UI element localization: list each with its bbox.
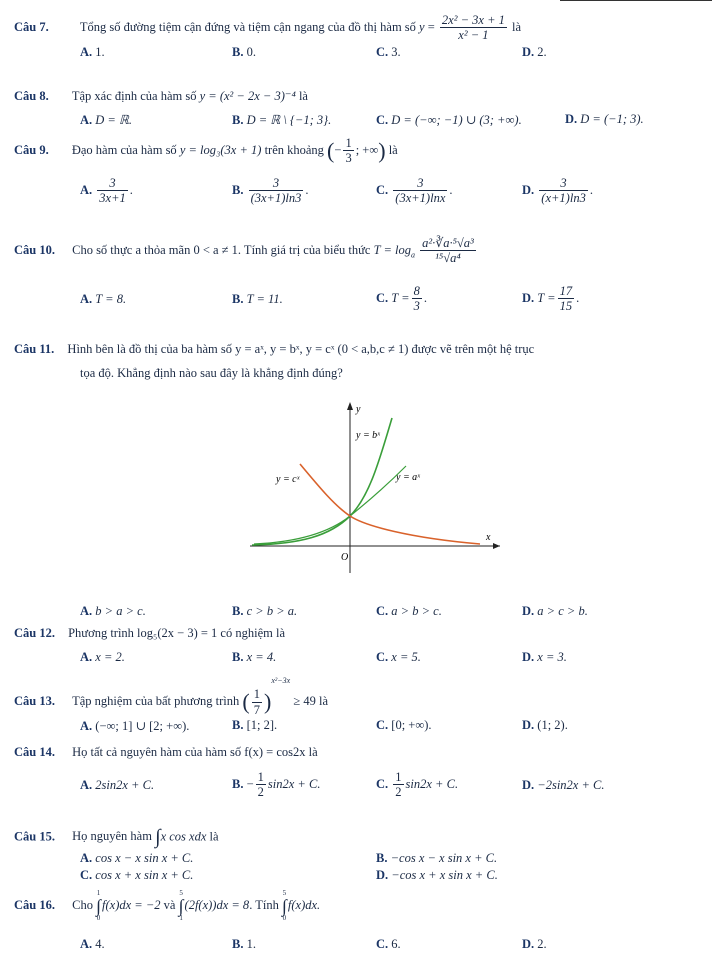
option-den: 3x+1	[99, 191, 126, 206]
q9-option-a[interactable]: A. $\frac{3}{3x+1}$ .	[80, 176, 133, 206]
option-label: A.	[80, 182, 93, 197]
q9-interval-tail: ; +∞	[355, 142, 379, 157]
option-text: −cos x − x sin x + C.	[390, 851, 498, 865]
option-label: C.	[376, 182, 389, 197]
top-rule	[560, 0, 712, 1]
option-text: 3.	[391, 45, 401, 59]
q16-va: và	[163, 897, 176, 912]
q9-interval-fraction	[343, 136, 353, 166]
option-label: B.	[232, 113, 244, 127]
q13-option-a[interactable]	[80, 718, 189, 734]
option-text: 2.	[537, 937, 547, 951]
q13-base-num: 1	[253, 687, 260, 702]
q15-line	[14, 826, 219, 849]
option-label: D.	[522, 650, 535, 664]
q11-option-b[interactable]	[232, 604, 297, 619]
integral-1-body: f(x)dx = −2	[102, 897, 161, 912]
option-text: cos x − x sin x + C.	[95, 851, 194, 865]
q15-option-c[interactable]	[80, 868, 193, 883]
q9-paren-close: )	[378, 137, 386, 163]
origin-label: O	[341, 552, 349, 563]
q11-option-a[interactable]	[80, 604, 146, 619]
option-text: (−∞; 1] ∪ [2; +∞).	[95, 719, 190, 733]
q11-option-d[interactable]	[522, 604, 588, 619]
option-text: −cos x + x sin x + C.	[391, 868, 498, 882]
q7-fraction-den: x² − 1	[458, 28, 489, 43]
option-fraction	[97, 176, 127, 206]
option-label: D.	[565, 112, 578, 126]
option-label: D.	[522, 778, 535, 792]
q7-tail: là	[512, 19, 522, 34]
curve-a-label: y = aˣ	[396, 472, 421, 483]
q11-text-1: Hình bên là đồ thị của ba hàm số y = aˣ, y = bˣ, y = cˣ (0 < a,b,c ≠ 1) được vẽ trên một hệ trục	[67, 342, 535, 356]
q13-option-c[interactable]	[376, 718, 432, 733]
q15-option-d[interactable]	[376, 868, 498, 883]
option-fraction	[393, 176, 447, 206]
q7-text: Tổng số đường tiệm cận đứng và tiệm cận ngang của đồ thị hàm số	[79, 19, 416, 34]
option-text: T =	[391, 290, 410, 305]
q15-text: Họ nguyên hàm	[72, 829, 152, 844]
q12-option-a[interactable]	[80, 650, 125, 665]
q10-option-c[interactable]: C. T = $\frac{8}{3}$ .	[376, 284, 427, 314]
option-label: C.	[376, 113, 389, 127]
integral-upper: 1	[96, 889, 101, 897]
option-text: 0.	[246, 45, 256, 59]
x-axis-arrow	[493, 543, 500, 549]
option-num: 3	[97, 176, 127, 191]
option-text: x = 4.	[246, 650, 277, 664]
curve-c-label: y = cˣ	[276, 474, 300, 485]
option-label: B.	[232, 182, 244, 197]
q7-option-b[interactable]	[232, 45, 256, 60]
q8-option-a[interactable]	[80, 112, 132, 128]
integral-upper: 5	[282, 889, 287, 897]
q11-text-2: tọa độ. Khẳng định nào sau đây là khẳng định đúng?	[80, 366, 343, 380]
option-label: D.	[522, 604, 535, 618]
option-label: A.	[80, 719, 93, 733]
integral-lower: 0	[96, 914, 101, 922]
option-text: b > a > c.	[95, 604, 146, 618]
option-label: C.	[376, 45, 389, 59]
q7-option-a[interactable]	[80, 45, 105, 60]
option-den: 3	[413, 299, 420, 314]
q14-option-c[interactable]	[376, 770, 458, 800]
q10-number: Câu 10.	[14, 242, 55, 257]
q8-tail: là	[298, 89, 308, 103]
q15-option-a[interactable]	[80, 851, 193, 866]
integral-3-body: f(x)dx.	[287, 897, 321, 912]
option-label: B.	[232, 718, 244, 732]
option-text: 6.	[391, 937, 401, 951]
option-label: B.	[232, 650, 244, 664]
q16-option-d[interactable]	[522, 937, 547, 952]
q14-number: Câu 14.	[14, 745, 55, 759]
q9-text: Đạo hàm của hàm số	[71, 142, 177, 157]
integral-2-body: (2f(x))dx = 8	[184, 897, 250, 912]
q10-expr-den: ¹⁵√a⁴	[435, 251, 461, 266]
q16-number: Câu 16.	[14, 897, 55, 912]
q9-formula: y = log₃(3x + 1)	[179, 142, 262, 157]
option-text: sin2x + C.	[405, 776, 459, 791]
option-label: B.	[232, 776, 244, 791]
q14-option-d[interactable]	[522, 778, 605, 793]
option-text: D = ℝ.	[95, 113, 133, 127]
q8-text: Tập xác định của hàm số	[71, 89, 197, 103]
q13-base-den: 7	[253, 702, 260, 717]
integral-icon: ∫	[96, 896, 102, 916]
q7-option-c[interactable]	[376, 45, 401, 60]
option-label: A.	[80, 113, 93, 127]
option-text: [0; +∞).	[391, 718, 432, 732]
option-text: x = 3.	[537, 650, 567, 664]
integral-2	[179, 890, 184, 922]
q9-interval-num: 1	[345, 136, 352, 150]
option-num: 17	[559, 284, 573, 298]
option-label: B.	[232, 937, 244, 951]
q13-tail: là	[318, 694, 328, 708]
option-den: 15	[559, 299, 573, 314]
q13-text: Tập nghiệm của bất phương trình	[72, 694, 240, 708]
integral-3	[282, 890, 287, 922]
option-den: (x+1)ln3	[541, 191, 586, 206]
q8-option-c[interactable]	[376, 112, 522, 128]
q10-expr-lhs: T = log	[373, 242, 411, 257]
x-axis-label: x	[486, 532, 491, 543]
q7-option-d[interactable]	[522, 45, 547, 60]
option-text: T = 11.	[246, 292, 283, 306]
q12-option-c[interactable]	[376, 650, 421, 665]
q12-option-d[interactable]	[522, 650, 567, 665]
option-num: 1	[257, 770, 264, 784]
option-num: 3	[539, 176, 588, 191]
q8-line	[14, 88, 308, 104]
q11-option-c[interactable]	[376, 604, 442, 619]
q10-expr-base: a	[410, 250, 415, 260]
q8-option-d[interactable]	[565, 112, 644, 127]
q14-option-b[interactable]	[232, 770, 320, 800]
y-axis-label: y	[356, 404, 361, 415]
option-label: D.	[522, 182, 535, 197]
option-label: C.	[376, 937, 389, 951]
q13-exponent: x²−3x	[271, 676, 291, 685]
q9-paren-open: (	[327, 137, 335, 163]
q10-text: Cho số thực a thỏa mãn 0 < a ≠ 1. Tính giá trị của biểu thức	[72, 242, 371, 257]
q7-line: Câu 7. Tổng số đường tiệm cận đứng và tiệm cận ngang của đồ thị hàm số y = $\frac{\text{2x² − 3x + 1}}{\text{x² − 1}}$ là	[14, 13, 522, 43]
q15-option-b[interactable]	[376, 851, 497, 866]
q12-number: Câu 12.	[14, 626, 55, 640]
option-den: (3x+1)ln3	[250, 191, 302, 206]
q13-option-b[interactable]	[232, 718, 277, 733]
q11-line-2	[80, 366, 343, 381]
q16-tinh: . Tính	[249, 897, 279, 912]
q14-option-a[interactable]	[80, 778, 154, 793]
q7-number: Câu 7.	[14, 19, 49, 34]
option-text: sin2x + C.	[267, 776, 321, 791]
option-label: C.	[376, 290, 389, 305]
q7-fraction-num: 2x² − 3x + 1	[441, 13, 505, 27]
option-fraction	[539, 176, 588, 206]
option-label: D.	[522, 290, 535, 305]
q7-fn-y: y	[419, 19, 425, 34]
q14-text: Họ tất cả nguyên hàm của hàm số f(x) = cos2x là	[72, 745, 318, 759]
q13-base-fraction	[252, 687, 262, 717]
option-text: x = 2.	[95, 650, 125, 664]
q12-line	[14, 626, 285, 641]
option-label: B.	[232, 45, 244, 59]
option-fraction	[393, 770, 403, 800]
option-text: D = (−1; 3).	[580, 112, 644, 126]
q9-interval-den: 3	[345, 151, 352, 166]
q13-line	[14, 676, 328, 717]
option-text: D = ℝ \ {−1; 3}.	[246, 113, 332, 127]
option-text: [1; 2].	[246, 718, 278, 732]
q15-integrand: x cos xdx	[160, 829, 207, 844]
option-text: 4.	[95, 937, 105, 951]
q16-cho: Cho	[72, 897, 93, 912]
q10-expr-num: a²·∛a·⁵√a³	[422, 236, 474, 250]
option-label: C.	[80, 868, 93, 882]
q13-number: Câu 13.	[14, 694, 55, 708]
q16-option-c[interactable]	[376, 937, 401, 952]
option-label: B.	[232, 292, 244, 306]
option-label: A.	[80, 851, 93, 865]
option-label: C.	[376, 650, 389, 664]
option-den: (3x+1)lnx	[395, 191, 446, 206]
q10-option-b[interactable]	[232, 292, 283, 307]
integral-1	[96, 890, 101, 922]
option-label: C.	[376, 776, 389, 791]
option-fraction	[412, 284, 422, 314]
option-label: D.	[522, 718, 535, 732]
q15-tail: là	[209, 829, 219, 844]
option-text: 2sin2x + C.	[95, 778, 155, 792]
integral-lower: 1	[179, 914, 183, 922]
q13-paren-open: (	[242, 689, 250, 715]
q15-number: Câu 15.	[14, 829, 55, 844]
q13-paren-close: )	[263, 689, 272, 715]
q7-fraction	[440, 13, 507, 43]
integral-upper: 5	[179, 889, 183, 897]
option-label: B.	[376, 851, 388, 865]
q9-option-b[interactable]: B. $\frac{3}{(3x+1)\ln 3}$ .	[232, 176, 309, 206]
option-fraction	[558, 284, 575, 314]
option-text: −2sin2x + C.	[537, 778, 605, 792]
q9-number: Câu 9.	[14, 142, 49, 157]
option-den: 2	[257, 785, 264, 800]
option-label: C.	[376, 718, 389, 732]
y-axis-arrow	[347, 402, 353, 410]
option-num: 1	[395, 770, 402, 784]
option-text: cos x + x sin x + C.	[95, 868, 194, 882]
q16-option-a[interactable]	[80, 937, 105, 952]
option-text: a > c > b.	[537, 604, 588, 618]
q8-number: Câu 8.	[14, 89, 49, 103]
option-text: c > b > a.	[246, 604, 298, 618]
option-label: B.	[232, 604, 244, 618]
q9-option-c[interactable]: C. $\frac{3}{(3x+1)\ln x}$ .	[376, 176, 453, 206]
option-fraction	[249, 176, 304, 206]
integral-icon: ∫	[281, 896, 287, 916]
option-num: 3	[249, 176, 304, 191]
curve-b-label: y = bˣ	[356, 430, 381, 441]
q8-formula: y = (x² − 2x − 3)⁻⁴	[199, 89, 296, 103]
option-text: T =	[537, 290, 556, 305]
q13-rhs: ≥ 49	[293, 694, 316, 708]
option-text: 2.	[537, 45, 547, 59]
option-label: A.	[80, 45, 93, 59]
q16-line	[14, 890, 320, 922]
q9-mid: trên khoảng	[264, 142, 324, 157]
option-label: A.	[80, 604, 93, 618]
option-label: A.	[80, 937, 93, 951]
q10-option-d[interactable]: D. T = $\frac{17}{15}$ .	[522, 284, 580, 314]
q11-line-1	[14, 342, 534, 357]
option-label: D.	[376, 868, 389, 882]
option-label: D.	[522, 937, 535, 951]
q10-option-a[interactable]	[80, 292, 126, 307]
integral-icon: ∫	[178, 896, 184, 916]
q11-graph	[240, 398, 510, 578]
option-den: 2	[395, 785, 402, 800]
q10-expr-fraction	[420, 236, 476, 266]
option-label: A.	[80, 778, 93, 792]
option-text: x = 5.	[391, 650, 421, 664]
q12-option-b[interactable]	[232, 650, 276, 665]
q9-line: Câu 9. Đạo hàm của hàm số y = log₃(3x + 1) trên khoảng (− $\frac{1}{3}$ ; +∞) là	[14, 136, 398, 166]
option-num: 8	[413, 284, 420, 298]
integral-lower: 0	[282, 914, 287, 922]
option-fraction	[256, 770, 266, 800]
q9-option-d[interactable]: D. $\frac{3}{(x+1)\ln 3}$ .	[522, 176, 593, 206]
q11-number: Câu 11.	[14, 342, 55, 356]
q12-text: Phương trình log₅(2x − 3) = 1 có nghiệm là	[68, 626, 285, 640]
option-label: A.	[80, 292, 93, 306]
option-label: A.	[80, 650, 93, 664]
q14-line	[14, 745, 318, 760]
q16-option-b[interactable]	[232, 937, 256, 952]
option-label: C.	[376, 604, 389, 618]
option-text: T = 8.	[95, 292, 127, 306]
option-text: 1.	[95, 45, 105, 59]
option-text: D = (−∞; −1) ∪ (3; +∞).	[391, 113, 522, 127]
q8-option-b[interactable]	[232, 112, 331, 128]
option-num: 3	[393, 176, 447, 191]
option-sign: −	[246, 776, 254, 791]
option-text: (1; 2).	[537, 718, 568, 732]
option-label: D.	[522, 45, 535, 59]
q9-tail: là	[388, 142, 398, 157]
option-text: a > b > c.	[391, 604, 442, 618]
q10-line	[14, 236, 478, 266]
integral-icon: ∫	[155, 826, 161, 848]
option-text: 1.	[246, 937, 256, 951]
q13-option-d[interactable]	[522, 718, 568, 733]
